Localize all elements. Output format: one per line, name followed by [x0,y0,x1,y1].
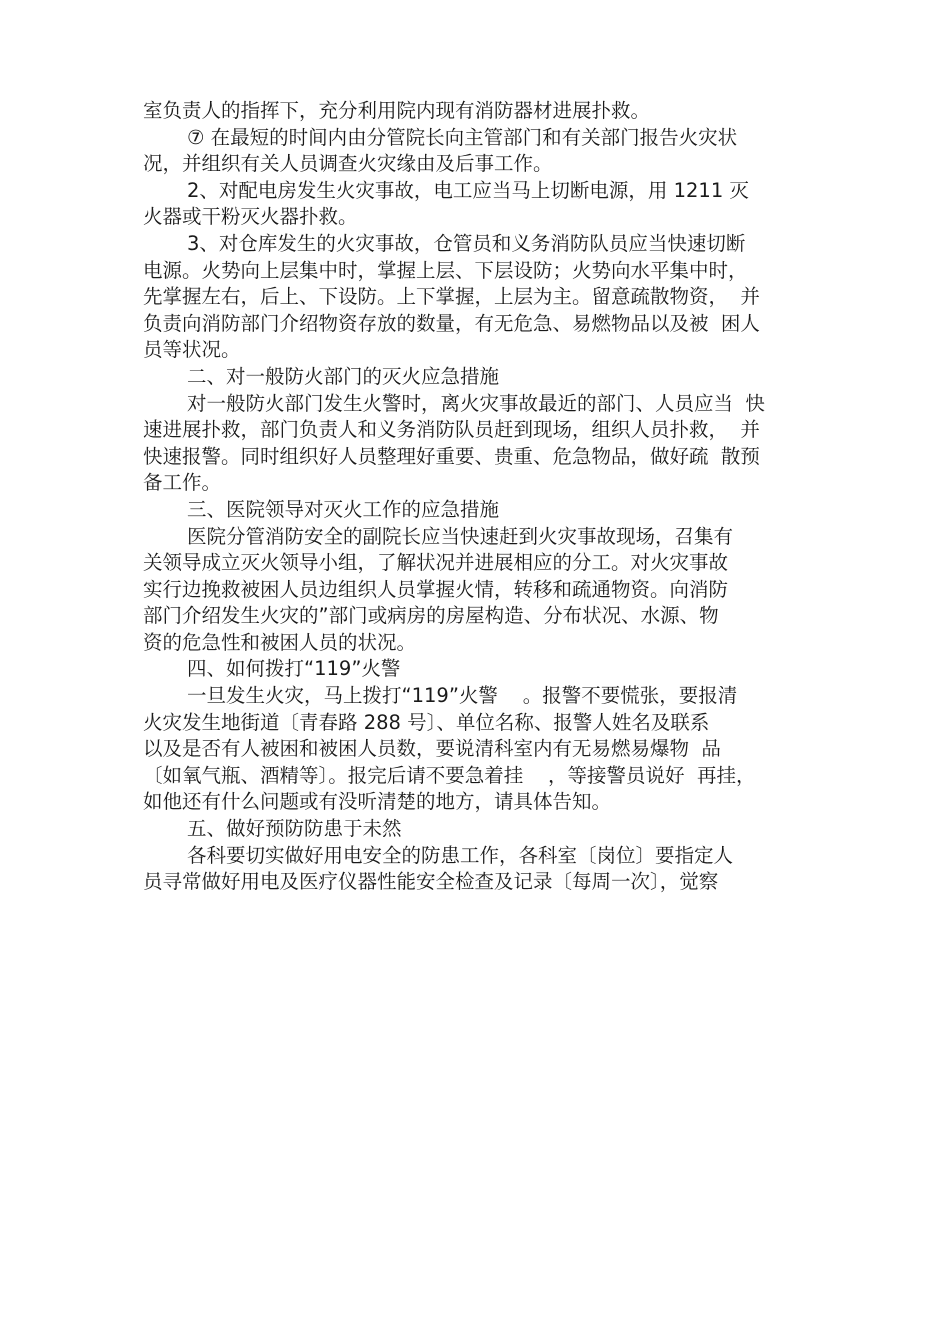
text-line: 负责向消防部门介绍物资存放的数量，有无危急、易燃物品以及被 困人 [143,311,760,335]
text-line: 快速报警。同时组织好人员整理好重要、贵重、危急物品，做好疏 散预 [143,444,760,468]
text-line: 实行边挽救被困人员边组织人员掌握火情，转移和疏通物资。向消防 [143,577,729,601]
text-line: 电源。火势向上层集中时，掌握上层、下层设防；火势向水平集中时， [143,258,748,282]
text-line: 关领导成立灭火领导小组，了解状况并进展相应的分工。对火灾事故 [143,551,729,575]
text-line: ⑦ 在最短的时间内由分管院长向主管部门和有关部门报告火灾状 [187,125,738,149]
text-line: 以及是否有人被困和被困人员数，要说清科室内有无易燃易爆物 品 [143,737,721,761]
text-line: 3、对仓库发生的火灾事故，仓管员和义务消防队员应当快速切断 [187,231,746,255]
text-line: 部门介绍发生火灾的”部门或病房的房屋构造、分布状况、水源、物 [143,604,719,628]
text-line: 〔如氧气瓶、酒精等〕。报完后请不要急着挂 ，等接警员说好 再挂， [143,763,756,787]
text-line: 火灾发生地街道〔青春路 288 号〕、单位名称、报警人姓名及联系 [143,710,710,734]
text-line: 火器或干粉灭火器扑救。 [143,205,358,229]
text-line: 员等状况。 [143,338,241,362]
text-line: 对一般防火部门发生火警时，离火灾事故最近的部门、人员应当 快 [187,391,765,415]
text-line: 各科要切实做好用电安全的防患工作，各科室〔岗位〕要指定人 [187,843,734,867]
text-line: 医院分管消防安全的副院长应当快速赶到火灾事故现场，召集有 [187,524,734,548]
section-heading: 五、做好预防防患于未然 [187,817,402,841]
text-line: 资的危急性和被困人员的状况。 [143,630,417,654]
section-heading: 三、医院领导对灭火工作的应急措施 [187,497,500,521]
text-line: 一旦发生火灾，马上拨打“119”火警 。报警不要慌张，要报清 [187,684,738,708]
text-line: 室负责人的指挥下，充分利用院内现有消防器材进展扑救。 [143,99,651,122]
text-line: 如他还有什么问题或有没听清楚的地方，请具体告知。 [143,790,612,814]
text-line: 先掌握左右，后上、下设防。上下掌握，上层为主。留意疏散物资， 并 [143,285,760,309]
section-heading: 二、对一般防火部门的灭火应急措施 [187,364,500,388]
text-line: 员寻常做好用电及医疗仪器性能安全检查及记录〔每周一次〕，觉察 [143,870,719,894]
text-line: 备工作。 [143,471,222,495]
section-heading: 四、如何拨打“119”火警 [187,657,401,681]
text-line: 况，并组织有关人员调查火灾缘由及后事工作。 [143,152,553,176]
text-line: 速进展扑救，部门负责人和义务消防队员赶到现场，组织人员扑救， 并 [143,418,760,442]
document-body [143,98,823,896]
text-line: 2、对配电房发生火灾事故，电工应当马上切断电源，用 1211 灭 [187,178,749,202]
